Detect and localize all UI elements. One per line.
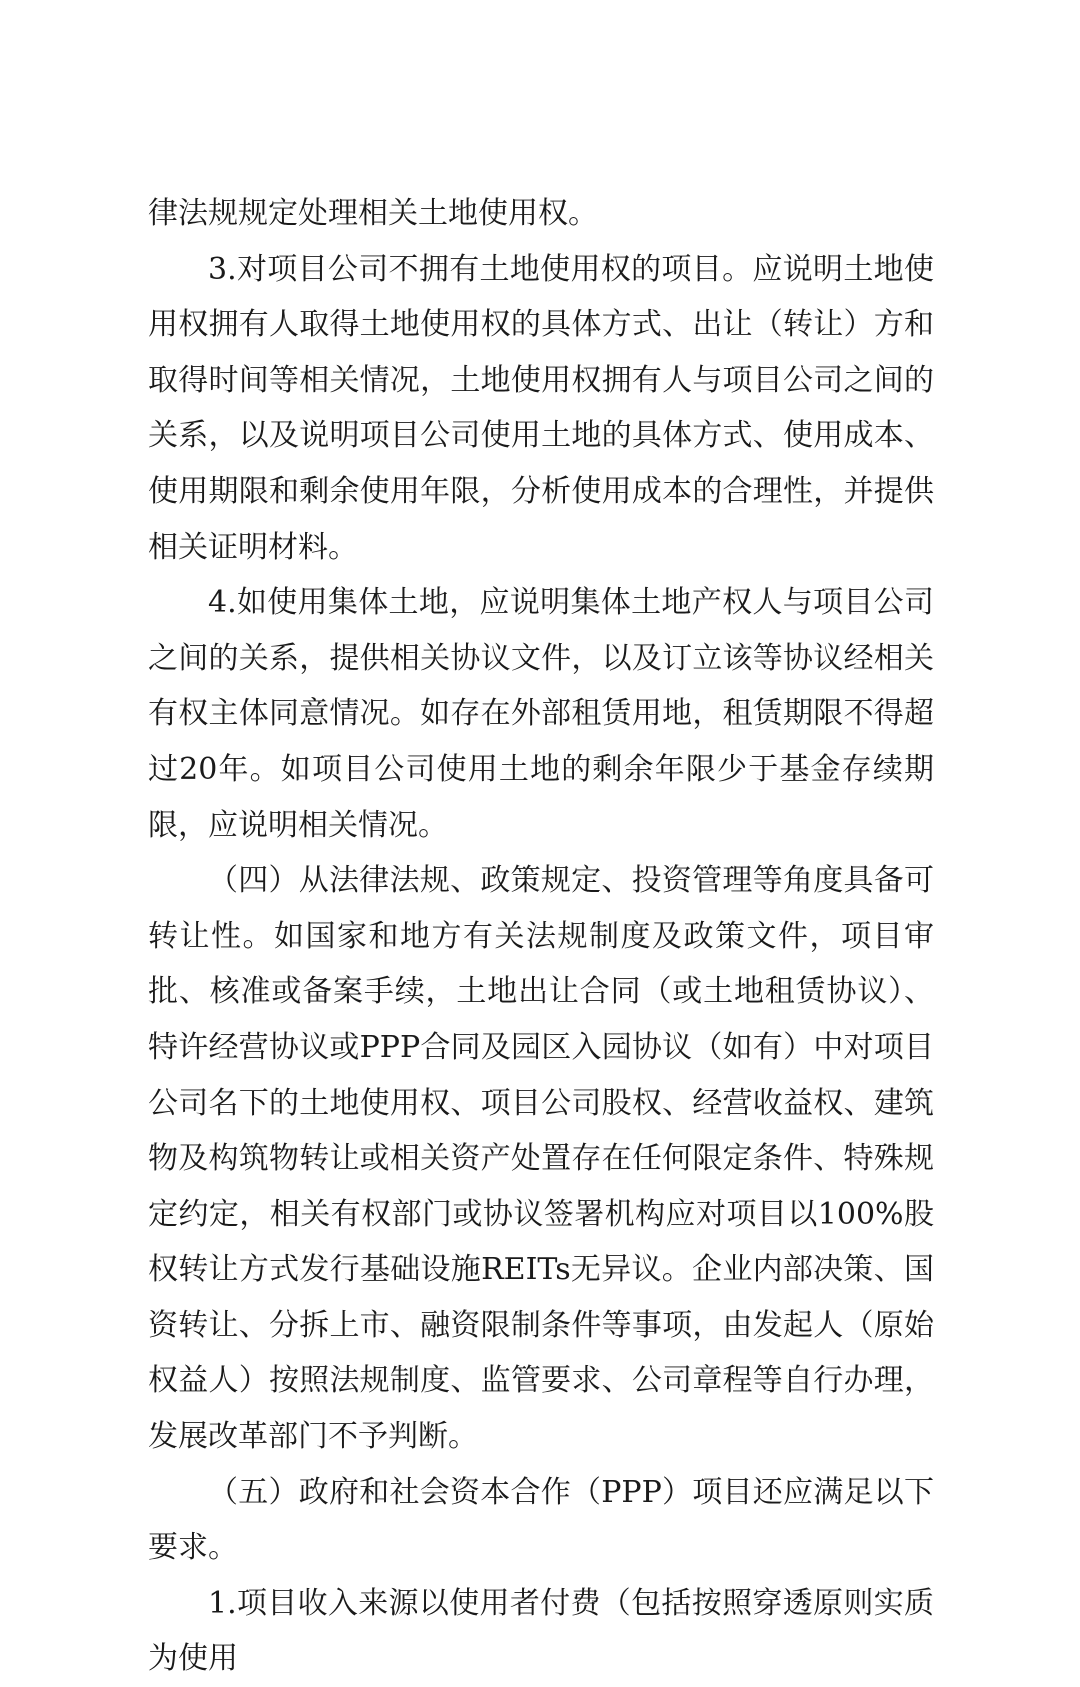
document-body bbox=[148, 186, 934, 1687]
paragraph-item-3: 3.对项目公司不拥有土地使用权的项目。应说明土地使用权拥有人取得土地使用权的具体方式、出让（转让）方和取得时间等相关情况，土地使用权拥有人与项目公司之间的关系，以及说明项目公司使用土地的具体方式、使用成本、使用期限和剩余使用年限，分析使用成本的合理性，并提供相关证明材料。 bbox=[148, 251, 934, 565]
paragraph-item-1: 1.项目收入来源以使用者付费（包括按照穿透原则实质为使用 bbox=[148, 1585, 934, 1677]
paragraph-section-5: （五）政府和社会资本合作（PPP）项目还应满足以下要求。 bbox=[148, 1474, 934, 1566]
paragraph-section-4: （四）从法律法规、政策规定、投资管理等角度具备可转让性。如国家和地方有关法规制度及政策文件，项目审批、核准或备案手续，土地出让合同（或土地租赁协议）、特许经营协议或PPP合同及园区入园协议（如有）中对项目公司名下的土地使用权、项目公司股权、经营收益权、建筑物及构筑物转让或相关资产处置存在任何限定条件、特殊规定约定，相关有权部门或协议签署机构应对项目以100%股权转让方式发行基础设施REITs无异议。企业内部决策、国资转让、分拆上市、融资限制条件等事项，由发起人（原始权益人）按照法规制度、监管要求、公司章程等自行办理，发展改革部门不予判断。 bbox=[148, 863, 934, 1455]
paragraph-land-use-continuation: 律法规规定处理相关土地使用权。 bbox=[148, 196, 598, 231]
paragraph-item-4: 4.如使用集体土地，应说明集体土地产权人与项目公司之间的关系，提供相关协议文件，以及订立该等协议经相关有权主体同意情况。如存在外部租赁用地，租赁期限不得超过20年。如项目公司使用土地的剩余年限少于基金存续期限，应说明相关情况。 bbox=[148, 585, 934, 843]
